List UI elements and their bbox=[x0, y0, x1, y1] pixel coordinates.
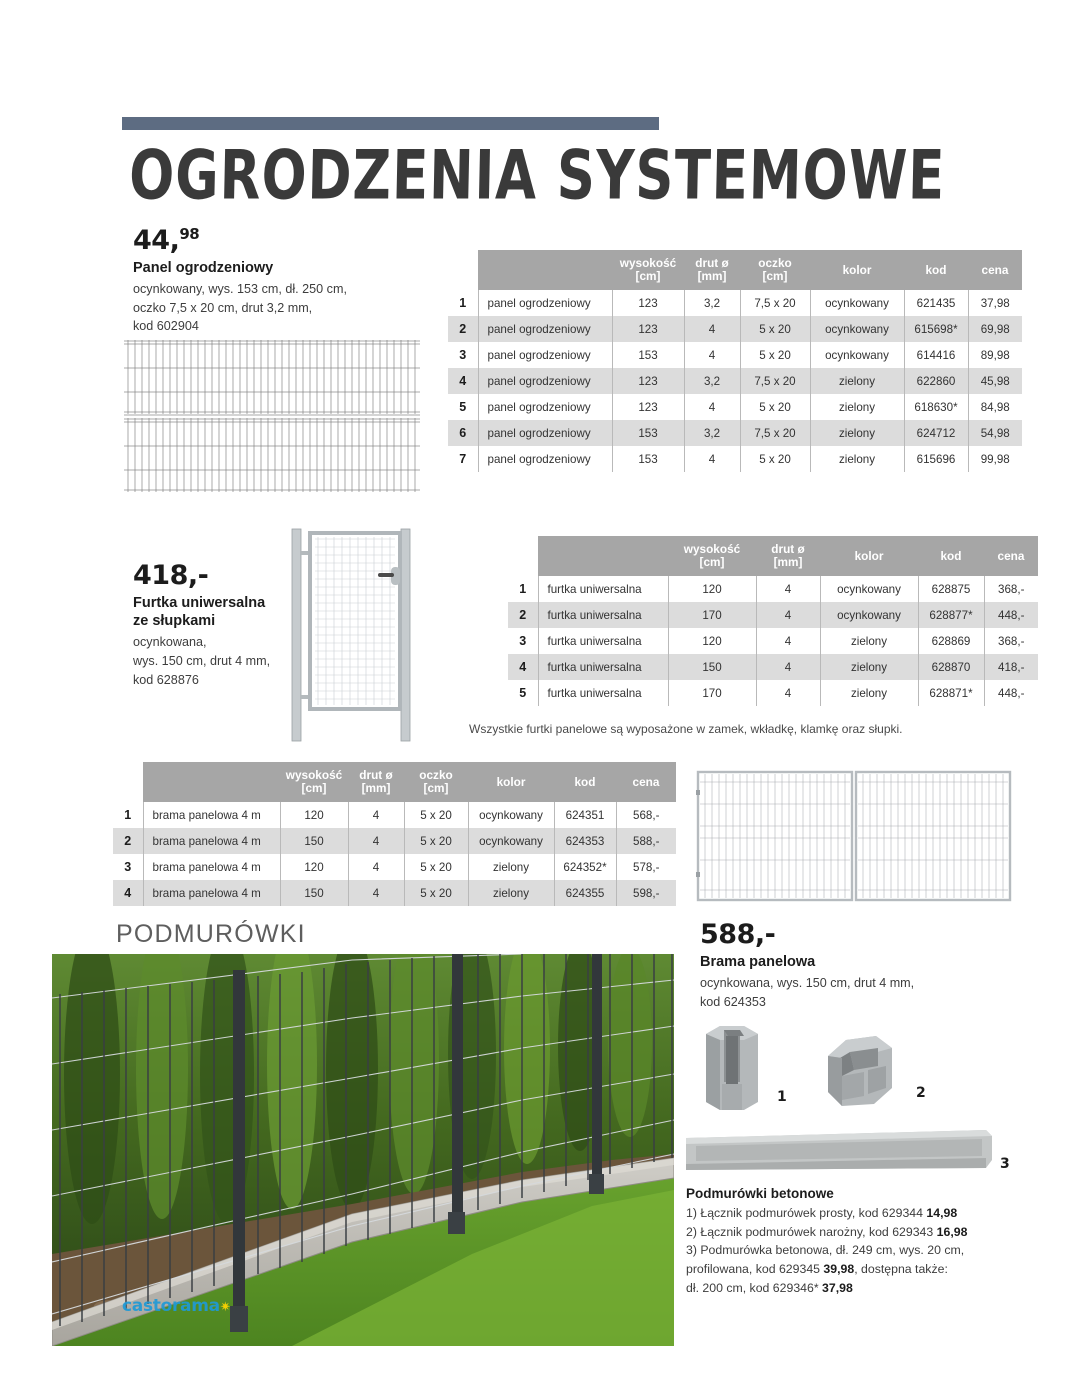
furtka-spec-table bbox=[508, 536, 1038, 706]
cell-drut: 3,2 bbox=[684, 368, 740, 394]
cell-wysokosc: 170 bbox=[668, 602, 756, 628]
furtka-spec-table-wrapper bbox=[508, 536, 1038, 706]
cell-idx: 3 bbox=[459, 348, 467, 363]
star-icon: ✷ bbox=[219, 1300, 231, 1315]
cell-cena: 588,- bbox=[616, 828, 676, 854]
cell-oczko: 5 x 20 bbox=[740, 446, 810, 472]
cell-kod: 624355 bbox=[554, 880, 616, 906]
list-item-text: 2) Łącznik podmurówek narożny, kod 629343 bbox=[686, 1224, 937, 1239]
table-header-row bbox=[508, 536, 1038, 576]
table-row bbox=[508, 680, 1038, 706]
table-row bbox=[508, 628, 1038, 654]
cell-idx: 6 bbox=[448, 420, 478, 446]
table-row bbox=[508, 576, 1038, 602]
page-title: OGRODZENIA SYSTEMOWE bbox=[128, 137, 947, 216]
table-row bbox=[113, 828, 676, 854]
cell-drut: 3,2 bbox=[684, 290, 740, 316]
furtka-desc-line-2: wys. 150 cm, drut 4 mm, bbox=[133, 653, 271, 668]
cell-idx: 2 bbox=[113, 828, 143, 854]
col-color: kolor bbox=[820, 536, 918, 576]
cell-oczko: 5 x 20 bbox=[404, 854, 468, 880]
cell-wysokosc: 153 bbox=[612, 420, 684, 446]
cell-idx: 1 bbox=[459, 296, 467, 311]
cell-kod: 628869 bbox=[918, 628, 984, 654]
cell-name: brama panelowa 4 m bbox=[143, 854, 280, 880]
brama-spec-table-wrapper bbox=[113, 762, 676, 906]
cell-kod: 624353 bbox=[554, 828, 616, 854]
cell-cena: 568,- bbox=[616, 802, 676, 828]
brama-description bbox=[700, 974, 1020, 1011]
list-item-price: 37,98 bbox=[822, 1280, 853, 1295]
brama-price: 588,- bbox=[700, 919, 776, 950]
cell-name: furtka uniwersalna bbox=[538, 680, 668, 706]
cell-drut: 4 bbox=[756, 602, 820, 628]
cell-kolor: zielony bbox=[468, 854, 554, 880]
list-item-suffix: , dostępna także: bbox=[854, 1262, 948, 1277]
cell-kolor: zielony bbox=[468, 880, 554, 906]
cell-wysokosc: 153 bbox=[612, 342, 684, 368]
col-height: wysokość [cm] bbox=[612, 250, 684, 290]
col-code: kod bbox=[918, 536, 984, 576]
panel-desc-line-1: ocynkowany, wys. 153 cm, dł. 250 cm, bbox=[133, 282, 347, 297]
list-item bbox=[686, 1260, 1004, 1279]
table-row bbox=[448, 316, 1022, 342]
panel-spec-table-wrapper bbox=[448, 250, 1022, 472]
cell-wysokosc: 120 bbox=[668, 628, 756, 654]
cell-cena: 448,- bbox=[984, 680, 1038, 706]
cell-name: panel ogrodzeniowy bbox=[478, 342, 612, 368]
cell-kolor: zielony bbox=[810, 446, 904, 472]
cell-kolor: zielony bbox=[810, 420, 904, 446]
cell-oczko: 7,5 x 20 bbox=[740, 290, 810, 316]
cell-wysokosc: 150 bbox=[668, 654, 756, 680]
list-item-text: 1) Łącznik podmurówek prosty, kod 629344 bbox=[686, 1206, 927, 1220]
col-color: kolor bbox=[810, 250, 904, 290]
cell-drut: 4 bbox=[684, 394, 740, 420]
furtka-footnote: Wszystkie furtki panelowe są wyposażone w zamek, wkładkę, klamkę oraz słupki. bbox=[469, 722, 903, 736]
cell-kolor: ocynkowany bbox=[468, 828, 554, 854]
cell-idx: 1 bbox=[124, 808, 132, 823]
cell-kod: 618630* bbox=[904, 394, 968, 420]
cell-cena: 578,- bbox=[616, 854, 676, 880]
cell-name: furtka uniwersalna bbox=[538, 576, 668, 602]
cell-name: panel ogrodzeniowy bbox=[478, 316, 612, 342]
cell-name: furtka uniwersalna bbox=[538, 602, 668, 628]
panel-name: Panel ogrodzeniowy bbox=[133, 260, 274, 276]
cell-kod: 615698* bbox=[904, 316, 968, 342]
gate-furtka-illustration bbox=[288, 523, 428, 750]
cell-drut: 4 bbox=[756, 576, 820, 602]
item-number-1: 1 bbox=[777, 1089, 787, 1105]
panel-table-body bbox=[448, 290, 1022, 472]
cell-drut: 4 bbox=[684, 342, 740, 368]
cell-oczko: 5 x 20 bbox=[404, 802, 468, 828]
cell-idx: 3 bbox=[519, 634, 527, 649]
cell-oczko: 7,5 x 20 bbox=[740, 368, 810, 394]
cell-idx: 5 bbox=[519, 686, 527, 701]
col-index bbox=[508, 536, 538, 576]
cell-idx: 3 bbox=[124, 860, 132, 875]
cell-kolor: zielony bbox=[820, 654, 918, 680]
cell-kod: 628871* bbox=[918, 680, 984, 706]
cell-name: brama panelowa 4 m bbox=[143, 828, 280, 854]
cell-wysokosc: 120 bbox=[280, 802, 348, 828]
col-code: kod bbox=[554, 762, 616, 802]
cell-wysokosc: 153 bbox=[612, 446, 684, 472]
cell-drut: 4 bbox=[756, 654, 820, 680]
cell-kod: 622860 bbox=[904, 368, 968, 394]
furtka-desc-line-1: ocynkowana, bbox=[133, 635, 207, 650]
cell-idx: 4 bbox=[508, 654, 538, 680]
brama-name: Brama panelowa bbox=[700, 954, 816, 970]
col-mesh: oczko [cm] bbox=[740, 250, 810, 290]
cell-idx: 2 bbox=[508, 602, 538, 628]
connector-straight-image bbox=[700, 1020, 764, 1117]
cell-cena: 54,98 bbox=[968, 420, 1022, 446]
cell-cena: 45,98 bbox=[968, 368, 1022, 394]
cell-kod: 614416 bbox=[904, 342, 968, 368]
col-index bbox=[113, 762, 143, 802]
castorama-logo bbox=[122, 1296, 230, 1316]
cell-oczko: 5 x 20 bbox=[740, 342, 810, 368]
list-item bbox=[686, 1204, 1004, 1223]
col-wire: drut ø [mm] bbox=[348, 762, 404, 802]
brama-desc-line-1: ocynkowana, wys. 150 cm, drut 4 mm, bbox=[700, 976, 915, 991]
cell-drut: 4 bbox=[348, 802, 404, 828]
cell-kod: 621435 bbox=[904, 290, 968, 316]
col-code: kod bbox=[904, 250, 968, 290]
list-item-text: dł. 200 cm, kod 629346* bbox=[686, 1280, 823, 1295]
cell-idx: 1 bbox=[519, 582, 527, 597]
cell-wysokosc: 123 bbox=[612, 290, 684, 316]
table-row bbox=[113, 854, 676, 880]
cell-cena: 37,98 bbox=[968, 290, 1022, 316]
item-number-2: 2 bbox=[916, 1085, 926, 1101]
table-row bbox=[448, 290, 1022, 316]
connector-corner-image bbox=[820, 1030, 898, 1115]
cell-oczko: 5 x 20 bbox=[740, 394, 810, 420]
panel-spec-table bbox=[448, 250, 1022, 472]
cell-oczko: 5 x 20 bbox=[404, 880, 468, 906]
table-row bbox=[508, 654, 1038, 680]
brama-desc-line-2: kod 624353 bbox=[700, 994, 766, 1009]
fence-installation-photo bbox=[52, 954, 674, 1346]
cell-wysokosc: 150 bbox=[280, 828, 348, 854]
brama-table-body bbox=[113, 802, 676, 906]
cell-cena: 598,- bbox=[616, 880, 676, 906]
col-product bbox=[143, 762, 280, 802]
podmurowki-list bbox=[686, 1204, 1004, 1297]
cell-wysokosc: 123 bbox=[612, 394, 684, 420]
cell-kod: 624351 bbox=[554, 802, 616, 828]
list-item-text: profilowana, kod 629345 bbox=[686, 1262, 824, 1277]
cell-drut: 4 bbox=[756, 628, 820, 654]
cell-cena: 368,- bbox=[984, 628, 1038, 654]
table-row bbox=[448, 446, 1022, 472]
podmurowki-title: Podmurówki betonowe bbox=[686, 1186, 834, 1201]
panel-desc-line-3: kod 602904 bbox=[133, 319, 199, 334]
col-product bbox=[538, 536, 668, 576]
table-row bbox=[113, 880, 676, 906]
cell-kolor: ocynkowany bbox=[468, 802, 554, 828]
cell-idx: 5 bbox=[459, 400, 467, 415]
furtka-desc-line-3: kod 628876 bbox=[133, 672, 199, 687]
list-item-price: 39,98 bbox=[823, 1262, 855, 1277]
cell-drut: 4 bbox=[684, 446, 740, 472]
col-price: cena bbox=[984, 536, 1038, 576]
cell-kolor: zielony bbox=[810, 368, 904, 394]
col-color: kolor bbox=[468, 762, 554, 802]
cell-drut: 4 bbox=[756, 680, 820, 706]
panel-desc-line-2: oczko 7,5 x 20 cm, drut 3,2 mm, bbox=[133, 300, 313, 315]
cell-idx: 4 bbox=[448, 368, 478, 394]
list-item-price: 16,98 bbox=[936, 1224, 968, 1239]
cell-kod: 624712 bbox=[904, 420, 968, 446]
list-item bbox=[686, 1223, 1004, 1242]
fence-panel-illustration bbox=[124, 338, 420, 499]
furtka-price: 418,- bbox=[133, 560, 209, 591]
cell-oczko: 5 x 20 bbox=[740, 316, 810, 342]
table-row bbox=[448, 420, 1022, 446]
cell-name: panel ogrodzeniowy bbox=[478, 368, 612, 394]
gate-brama-illustration bbox=[696, 768, 1014, 909]
product-block-panel bbox=[133, 227, 433, 336]
col-mesh: oczko [cm] bbox=[404, 762, 468, 802]
cell-name: panel ogrodzeniowy bbox=[478, 420, 612, 446]
table-row bbox=[448, 368, 1022, 394]
col-index bbox=[448, 250, 478, 290]
cell-drut: 4 bbox=[348, 854, 404, 880]
cell-oczko: 5 x 20 bbox=[404, 828, 468, 854]
cell-name: furtka uniwersalna bbox=[538, 628, 668, 654]
brand-text: castorama bbox=[122, 1296, 220, 1316]
table-row bbox=[113, 802, 676, 828]
cell-cena: 368,- bbox=[984, 576, 1038, 602]
col-price: cena bbox=[616, 762, 676, 802]
col-price: cena bbox=[968, 250, 1022, 290]
cell-kod: 628877* bbox=[918, 602, 984, 628]
col-wire: drut ø [mm] bbox=[756, 536, 820, 576]
cell-kolor: ocynkowany bbox=[810, 342, 904, 368]
furtka-name-line-1: Furtka uniwersalna bbox=[133, 595, 266, 611]
cell-cena: 69,98 bbox=[968, 316, 1022, 342]
table-header-row bbox=[448, 250, 1022, 290]
cell-oczko: 7,5 x 20 bbox=[740, 420, 810, 446]
cell-name: furtka uniwersalna bbox=[538, 654, 668, 680]
cell-name: panel ogrodzeniowy bbox=[478, 446, 612, 472]
cell-idx: 7 bbox=[459, 452, 467, 467]
cell-cena: 99,98 bbox=[968, 446, 1022, 472]
cell-drut: 3,2 bbox=[684, 420, 740, 446]
col-height: wysokość [cm] bbox=[280, 762, 348, 802]
table-row bbox=[508, 602, 1038, 628]
cell-wysokosc: 150 bbox=[280, 880, 348, 906]
section-label-podmurowki: PODMURÓWKI bbox=[116, 920, 306, 948]
cell-kolor: ocynkowany bbox=[810, 290, 904, 316]
table-header-row bbox=[113, 762, 676, 802]
cell-kod: 615696 bbox=[904, 446, 968, 472]
item-number-3: 3 bbox=[1000, 1156, 1010, 1172]
list-item bbox=[686, 1241, 1004, 1260]
cell-name: panel ogrodzeniowy bbox=[478, 394, 612, 420]
list-item-text: 3) Podmurówka betonowa, dł. 249 cm, wys. 20 cm, bbox=[686, 1243, 965, 1258]
cell-wysokosc: 120 bbox=[668, 576, 756, 602]
cell-kolor: ocynkowany bbox=[820, 576, 918, 602]
cell-name: panel ogrodzeniowy bbox=[478, 290, 612, 316]
cell-wysokosc: 123 bbox=[612, 316, 684, 342]
table-row bbox=[448, 342, 1022, 368]
cell-idx: 4 bbox=[113, 880, 143, 906]
list-item bbox=[686, 1279, 1004, 1298]
cell-cena: 418,- bbox=[984, 654, 1038, 680]
cell-kolor: ocynkowany bbox=[810, 316, 904, 342]
cell-cena: 448,- bbox=[984, 602, 1038, 628]
cell-wysokosc: 123 bbox=[612, 368, 684, 394]
brama-spec-table bbox=[113, 762, 676, 906]
list-item-price: 14,98 bbox=[926, 1206, 958, 1220]
cell-kod: 628870 bbox=[918, 654, 984, 680]
header-accent-bar bbox=[122, 117, 659, 130]
furtka-name-line-2: ze słupkami bbox=[133, 613, 216, 630]
panel-description bbox=[133, 280, 433, 336]
cell-kolor: zielony bbox=[820, 628, 918, 654]
concrete-plinth-image bbox=[686, 1130, 992, 1177]
cell-cena: 84,98 bbox=[968, 394, 1022, 420]
col-product bbox=[478, 250, 612, 290]
cell-kolor: ocynkowany bbox=[820, 602, 918, 628]
cell-kolor: zielony bbox=[810, 394, 904, 420]
cell-drut: 4 bbox=[348, 828, 404, 854]
cell-drut: 4 bbox=[348, 880, 404, 906]
cell-wysokosc: 170 bbox=[668, 680, 756, 706]
product-block-brama bbox=[700, 921, 1020, 1011]
col-wire: drut ø [mm] bbox=[684, 250, 740, 290]
table-row bbox=[448, 394, 1022, 420]
cell-name: brama panelowa 4 m bbox=[143, 880, 280, 906]
cell-cena: 89,98 bbox=[968, 342, 1022, 368]
col-height: wysokość [cm] bbox=[668, 536, 756, 576]
panel-price: 44,98 bbox=[133, 225, 200, 256]
cell-kod: 624352* bbox=[554, 854, 616, 880]
cell-wysokosc: 120 bbox=[280, 854, 348, 880]
cell-idx: 2 bbox=[448, 316, 478, 342]
cell-name: brama panelowa 4 m bbox=[143, 802, 280, 828]
cell-drut: 4 bbox=[684, 316, 740, 342]
furtka-table-body bbox=[508, 576, 1038, 706]
cell-kolor: zielony bbox=[820, 680, 918, 706]
cell-kod: 628875 bbox=[918, 576, 984, 602]
